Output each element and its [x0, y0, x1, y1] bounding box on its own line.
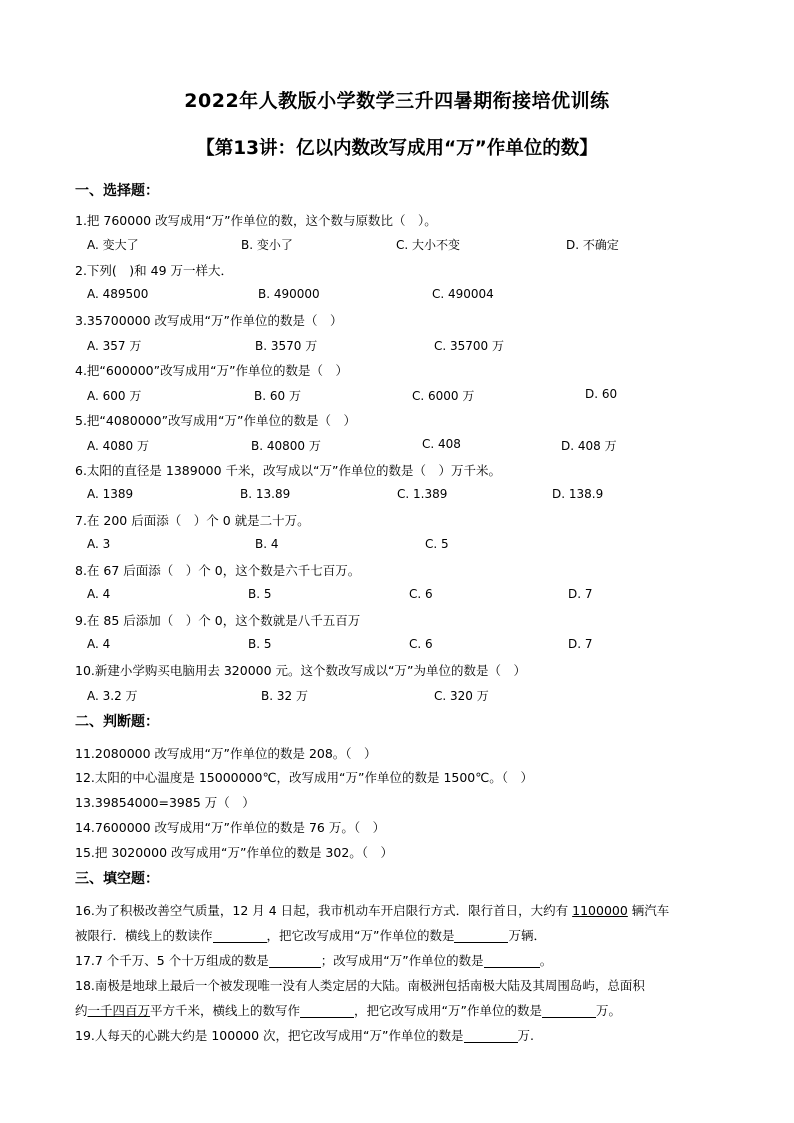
option-c[interactable]: C. 6000 万	[412, 389, 475, 403]
answer-blank[interactable]	[464, 1028, 518, 1043]
question-1: 1.把 760000 改写成用“万”作单位的数，这个数与原数比（ ）。	[75, 213, 437, 228]
option-d[interactable]: D. 138.9	[552, 487, 604, 501]
q17-text-b: ；改写成用“万”作单位的数是	[320, 953, 484, 968]
q18-text-b: 约	[75, 1003, 88, 1018]
option-b[interactable]: B. 13.89	[240, 487, 291, 501]
options-10	[87, 687, 727, 705]
answer-blank[interactable]	[213, 928, 267, 943]
q17-text-a: 17.7 个千万、5 个十万组成的数是	[75, 953, 269, 968]
q16-text-e: 万辆．	[508, 928, 546, 943]
answer-blank[interactable]	[542, 1003, 596, 1018]
section-heading-choice: 一、选择题：	[75, 183, 159, 199]
answer-blank[interactable]	[300, 1003, 354, 1018]
question-6: 6.太阳的直径是 1389000 千米，改写成以“万”作单位的数是（ ）万千米。	[75, 463, 501, 478]
question-11: 11.2080000 改写成用“万”作单位的数是 208。（ ）	[75, 746, 377, 761]
q16-underlined-number: 1100000	[572, 903, 628, 918]
q19-text-b: 万.	[517, 1028, 534, 1043]
option-a[interactable]: A. 4080 万	[87, 439, 149, 453]
option-b[interactable]: B. 4	[255, 537, 279, 551]
question-18	[75, 973, 735, 1023]
option-b[interactable]: B. 60 万	[254, 389, 301, 403]
option-a[interactable]: A. 4	[87, 637, 111, 651]
option-c[interactable]: C. 6	[409, 587, 433, 601]
option-b[interactable]: B. 5	[248, 637, 272, 651]
options-7	[87, 537, 727, 555]
option-a[interactable]: A. 变大了	[87, 238, 139, 252]
options-9	[87, 637, 727, 655]
q16-text-a: 16.为了积极改善空气质量，12 月 4 日起，我市机动车开启限行方式．限行首日，大约有	[75, 903, 573, 918]
options-4	[87, 387, 727, 405]
options-6	[87, 487, 727, 505]
option-c[interactable]: C. 320 万	[434, 689, 489, 703]
option-d[interactable]: D. 7	[568, 587, 593, 601]
option-d[interactable]: D. 60	[585, 387, 618, 401]
option-b[interactable]: B. 3570 万	[255, 339, 318, 353]
options-3	[87, 337, 727, 355]
q18-text-d: ，把它改写成用“万”作单位的数是	[354, 1003, 542, 1018]
options-5	[87, 437, 727, 455]
question-16	[75, 898, 735, 948]
question-19	[75, 1023, 735, 1048]
option-d[interactable]: D. 408 万	[561, 439, 617, 453]
q18-text-a: 18.南极是地球上最后一个被发现唯一没有人类定居的大陆。南极洲包括南极大陆及其周围岛屿，总面积	[75, 978, 645, 993]
question-10: 10.新建小学购买电脑用去 320000 元。这个数改写成以“万”为单位的数是（ ）	[75, 663, 526, 678]
question-9: 9.在 85 后添加（ ）个 0，这个数就是八千五百万	[75, 613, 361, 628]
question-4: 4.把“600000”改写成用“万”作单位的数是（ ）	[75, 363, 349, 378]
option-c[interactable]: C. 35700 万	[434, 339, 504, 353]
option-b[interactable]: B. 490000	[258, 287, 320, 301]
option-b[interactable]: B. 32 万	[261, 689, 308, 703]
option-a[interactable]: A. 3	[87, 537, 111, 551]
option-c[interactable]: C. 408	[422, 437, 461, 451]
option-d[interactable]: D. 不确定	[566, 238, 619, 252]
section-heading-judge: 二、判断题：	[75, 714, 159, 730]
option-d[interactable]: D. 7	[568, 637, 593, 651]
option-b[interactable]: B. 变小了	[241, 238, 293, 252]
q16-text-b: 辆汽车	[627, 903, 670, 918]
option-c[interactable]: C. 6	[409, 637, 433, 651]
option-c[interactable]: C. 大小不变	[396, 238, 461, 252]
answer-blank[interactable]	[454, 928, 508, 943]
option-a[interactable]: A. 600 万	[87, 389, 142, 403]
option-c[interactable]: C. 5	[425, 537, 449, 551]
q19-text-a: 19.人每天的心跳大约是 100000 次，把它改写成用“万”作单位的数是	[75, 1028, 464, 1043]
question-2: 2.下列( )和 49 万一样大．	[75, 263, 234, 278]
answer-blank[interactable]	[484, 953, 540, 968]
question-12: 12.太阳的中心温度是 15000000℃，改写成用“万”作单位的数是 1500℃。（ ）	[75, 770, 534, 785]
question-8: 8.在 67 后面添（ ）个 0，这个数是六千七百万。	[75, 563, 361, 578]
page-title: 2022年人教版小学数学三升四暑期衔接培优训练	[184, 90, 610, 112]
option-b[interactable]: B. 40800 万	[251, 439, 321, 453]
q16-text-d: ，把它改写成用“万”作单位的数是	[266, 928, 455, 943]
question-15: 15.把 3020000 改写成用“万”作单位的数是 302。（ ）	[75, 845, 394, 860]
options-2	[87, 287, 727, 305]
option-a[interactable]: A. 1389	[87, 487, 134, 501]
page-subtitle: 【第13讲：亿以内数改写成用“万”作单位的数】	[196, 138, 598, 159]
section-heading-fill: 三、填空题：	[75, 871, 159, 887]
option-a[interactable]: A. 489500	[87, 287, 149, 301]
q18-text-c: 平方千米，横线上的数写作	[150, 1003, 301, 1018]
options-1	[87, 236, 727, 254]
q16-text-c: 被限行．横线上的数读作	[75, 928, 213, 943]
option-c[interactable]: C. 490004	[432, 287, 494, 301]
question-5: 5.把“4080000”改写成用“万”作单位的数是（ ）	[75, 413, 357, 428]
answer-blank[interactable]	[269, 953, 321, 968]
question-14: 14.7600000 改写成用“万”作单位的数是 76 万。（ ）	[75, 820, 386, 835]
option-b[interactable]: B. 5	[248, 587, 272, 601]
option-a[interactable]: A. 357 万	[87, 339, 142, 353]
q17-text-c: 。	[539, 953, 553, 968]
question-7: 7.在 200 后面添（ ）个 0 就是二十万。	[75, 513, 310, 528]
question-17	[75, 948, 735, 973]
question-3: 3.35700000 改写成用“万”作单位的数是（ ）	[75, 313, 343, 328]
option-a[interactable]: A. 4	[87, 587, 111, 601]
option-c[interactable]: C. 1.389	[397, 487, 448, 501]
options-8	[87, 587, 727, 605]
option-a[interactable]: A. 3.2 万	[87, 689, 138, 703]
q18-text-e: 万。	[596, 1003, 622, 1018]
question-13: 13.39854000=3985 万（ ）	[75, 795, 255, 810]
q18-underlined-number: 一千四百万	[87, 1003, 151, 1018]
